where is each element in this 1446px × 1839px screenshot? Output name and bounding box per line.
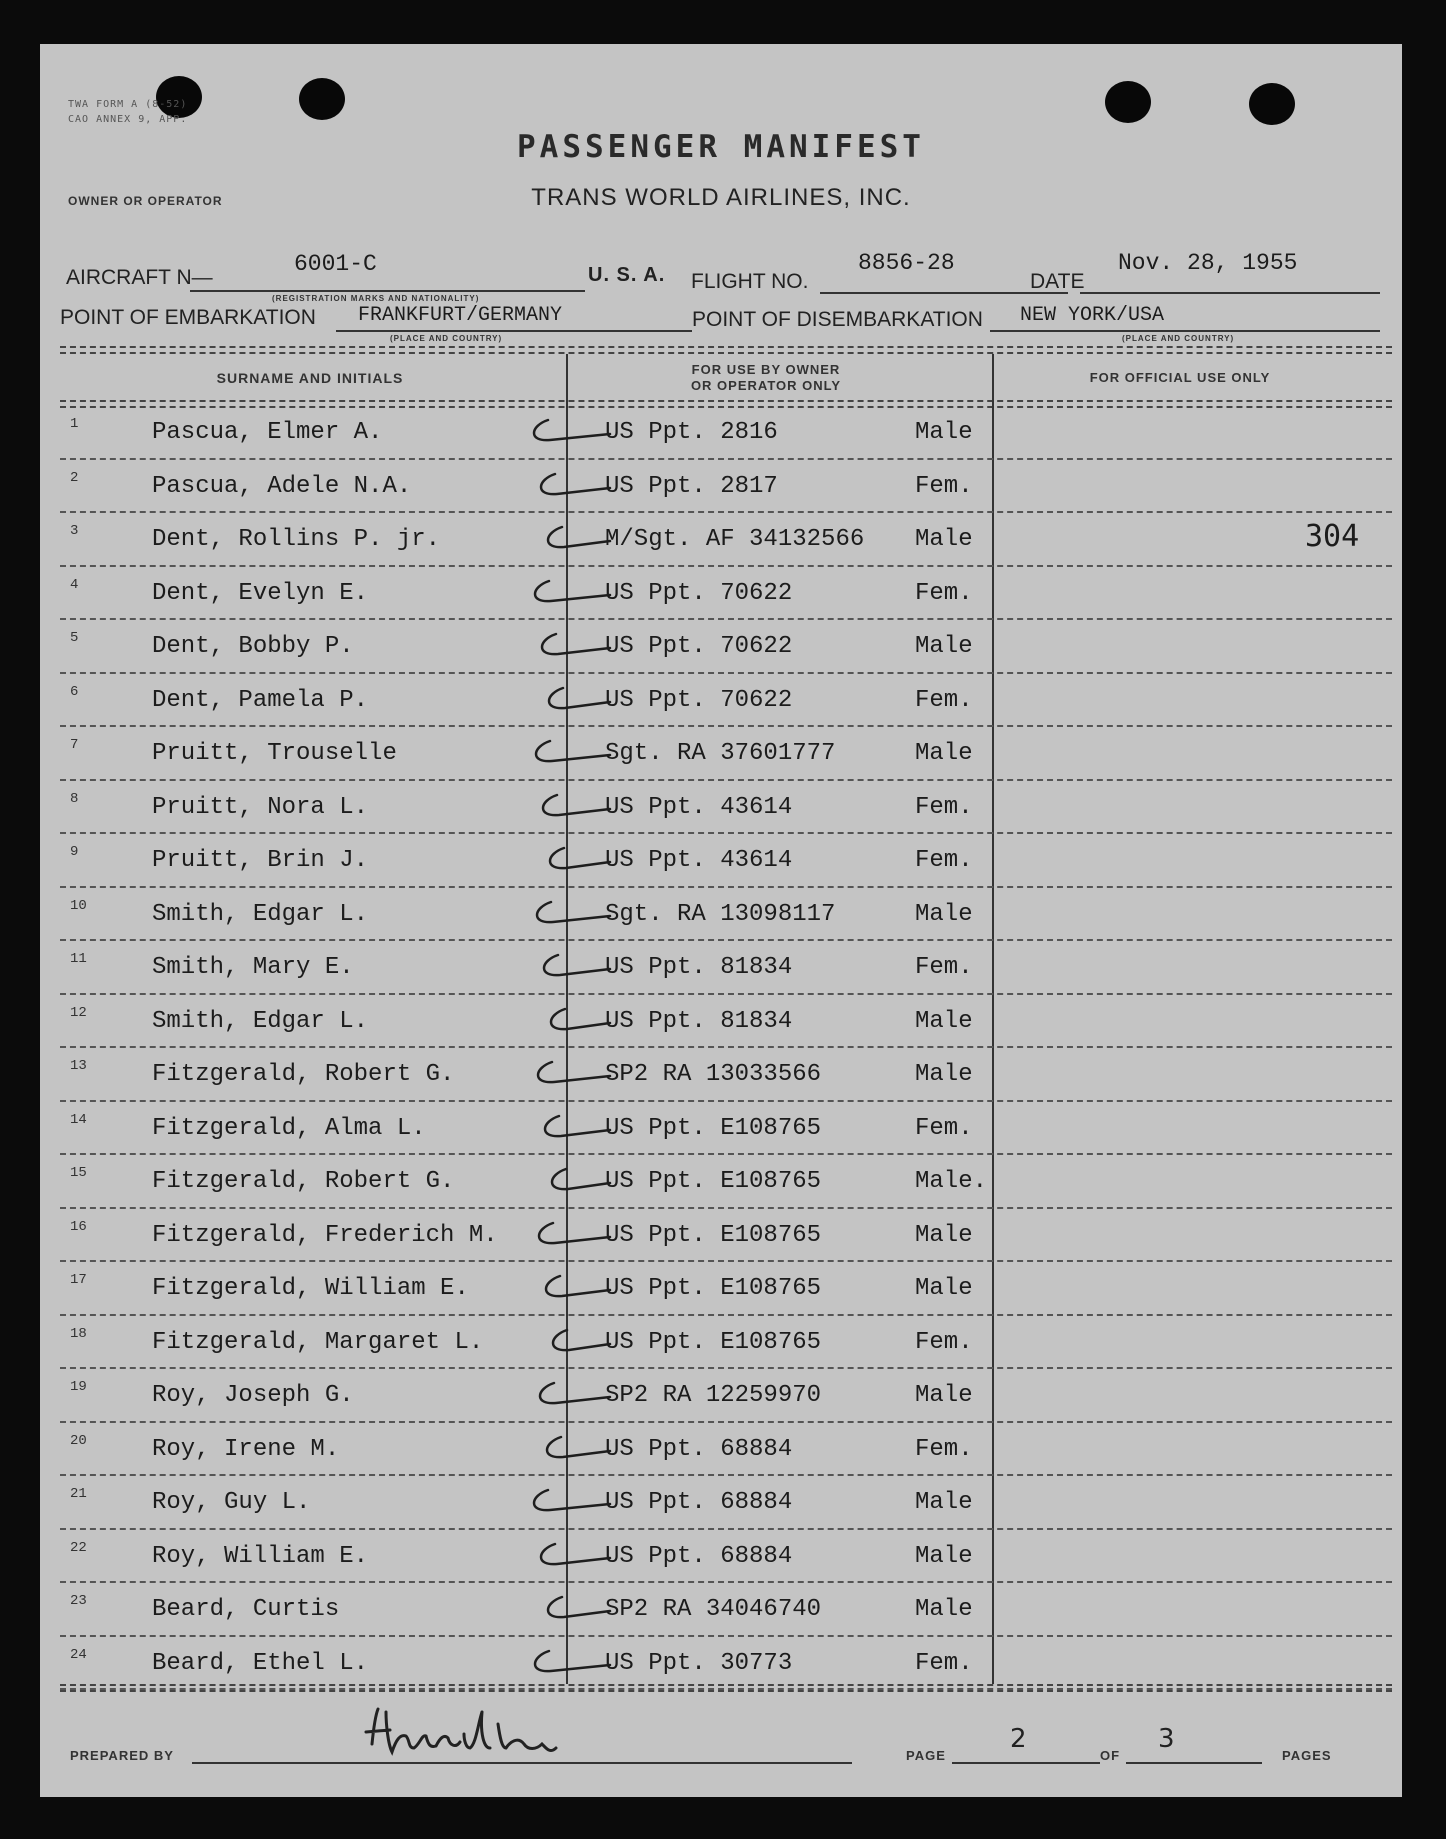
manifest-title: PASSENGER MANIFEST bbox=[517, 129, 925, 165]
row-number: 9 bbox=[70, 844, 79, 860]
owner-use-header-line1: FOR USE BY OWNER bbox=[691, 362, 841, 377]
table-row bbox=[60, 1530, 1392, 1584]
check-mark-icon bbox=[500, 1161, 640, 1201]
passenger-name: Dent, Pamela P. bbox=[152, 686, 369, 714]
passenger-document: Sgt. RA 13098117 bbox=[605, 900, 836, 928]
check-mark-icon bbox=[500, 626, 640, 666]
check-mark-icon bbox=[500, 1429, 640, 1469]
row-number: 19 bbox=[70, 1379, 87, 1395]
check-mark-icon bbox=[500, 947, 640, 987]
passenger-name: Roy, William E. bbox=[152, 1542, 369, 1570]
passenger-document: US Ppt. 81834 bbox=[605, 954, 793, 981]
check-mark-icon bbox=[500, 1215, 640, 1255]
surname-column-header: SURNAME AND INITIALS bbox=[216, 370, 404, 386]
check-mark-icon bbox=[500, 1536, 640, 1576]
flight-no-label: FLIGHT NO. bbox=[691, 270, 809, 293]
row-number: 21 bbox=[70, 1486, 87, 1502]
registration-note: (REGISTRATION MARKS AND NATIONALITY) bbox=[272, 294, 480, 303]
passenger-document: US Ppt. 68884 bbox=[605, 1489, 793, 1516]
check-mark-icon bbox=[500, 1001, 640, 1041]
disembarkation-value: NEW YORK/USA bbox=[1020, 304, 1165, 327]
form-reference-line1: TWA FORM A (8-52) bbox=[68, 99, 188, 110]
row-number: 11 bbox=[70, 951, 87, 967]
row-number: 23 bbox=[70, 1593, 87, 1609]
page-label: PAGE bbox=[906, 1748, 946, 1763]
flight-no-value: 8856-28 bbox=[858, 250, 955, 276]
passenger-name: Smith, Edgar L. bbox=[152, 1007, 369, 1035]
passenger-document: US Ppt. 70622 bbox=[605, 633, 793, 660]
passenger-name: Dent, Bobby P. bbox=[152, 633, 354, 660]
check-mark-icon bbox=[500, 573, 640, 613]
check-mark-icon bbox=[500, 412, 640, 452]
passenger-sex: Fem. bbox=[915, 1114, 973, 1142]
check-mark-icon bbox=[500, 733, 640, 773]
passenger-document: US Ppt. E108765 bbox=[605, 1275, 822, 1302]
table-row bbox=[60, 406, 1392, 460]
table-row bbox=[60, 727, 1392, 781]
table-row bbox=[60, 888, 1392, 942]
passenger-sex: Male bbox=[915, 1382, 973, 1409]
passenger-name: Beard, Curtis bbox=[152, 1596, 340, 1623]
passenger-name: Dent, Evelyn E. bbox=[152, 579, 369, 607]
passenger-document: US Ppt. 68884 bbox=[605, 1542, 793, 1570]
passenger-document: US Ppt. 70622 bbox=[605, 686, 793, 714]
passenger-document: US Ppt. 81834 bbox=[605, 1007, 793, 1035]
table-row bbox=[60, 674, 1392, 728]
passenger-sex: Fem. bbox=[915, 686, 973, 714]
passenger-document: US Ppt. E108765 bbox=[605, 1168, 822, 1195]
embarkation-place-note: (PLACE AND COUNTRY) bbox=[390, 334, 503, 343]
check-mark-icon bbox=[500, 1268, 640, 1308]
passenger-name: Beard, Ethel L. bbox=[152, 1649, 369, 1677]
passenger-name: Fitzgerald, Alma L. bbox=[152, 1114, 426, 1142]
row-number: 13 bbox=[70, 1058, 87, 1074]
official-use-entry: 304 bbox=[1305, 519, 1360, 554]
passenger-name: Pruitt, Brin J. bbox=[152, 847, 369, 874]
row-number: 7 bbox=[70, 737, 79, 753]
date-label: DATE bbox=[1030, 270, 1085, 293]
passenger-name: Fitzgerald, William E. bbox=[152, 1275, 469, 1302]
passenger-document: US Ppt. E108765 bbox=[605, 1221, 822, 1249]
passenger-sex: Male bbox=[915, 1275, 973, 1302]
table-top-rule bbox=[60, 346, 1392, 354]
passenger-name: Roy, Joseph G. bbox=[152, 1382, 354, 1409]
passenger-sex: Male bbox=[915, 1596, 973, 1623]
check-mark-icon bbox=[500, 680, 640, 720]
table-row bbox=[60, 567, 1392, 621]
passenger-name: Fitzgerald, Margaret L. bbox=[152, 1328, 484, 1356]
passenger-sex: Male. bbox=[915, 1168, 988, 1195]
table-row bbox=[60, 995, 1392, 1049]
pages-label: PAGES bbox=[1282, 1748, 1332, 1763]
page-underline bbox=[952, 1762, 1100, 1764]
passenger-name: Pascua, Elmer A. bbox=[152, 419, 383, 446]
passenger-sex: Fem. bbox=[915, 847, 973, 874]
passenger-name: Roy, Guy L. bbox=[152, 1489, 311, 1516]
check-mark-icon bbox=[500, 1643, 640, 1683]
passenger-sex: Male bbox=[915, 900, 973, 928]
check-mark-icon bbox=[500, 1482, 640, 1522]
passenger-name: Fitzgerald, Robert G. bbox=[152, 1168, 455, 1195]
aircraft-value: 6001-C bbox=[294, 251, 377, 277]
passenger-document: SP2 RA 12259970 bbox=[605, 1382, 822, 1409]
table-row bbox=[60, 1583, 1392, 1637]
passenger-document: M/Sgt. AF 34132566 bbox=[605, 526, 865, 553]
row-number: 20 bbox=[70, 1432, 87, 1449]
check-mark-icon bbox=[500, 1108, 640, 1148]
disembarkation-underline bbox=[990, 330, 1380, 332]
check-mark-icon bbox=[500, 1054, 640, 1094]
passenger-sex: Male bbox=[915, 1489, 973, 1516]
disembarkation-place-note: (PLACE AND COUNTRY) bbox=[1122, 334, 1235, 343]
embarkation-value: FRANKFURT/GERMANY bbox=[358, 304, 563, 327]
passenger-document: US Ppt. E108765 bbox=[605, 1328, 822, 1356]
prepared-by-label: PREPARED BY bbox=[70, 1748, 174, 1763]
punch-hole bbox=[299, 78, 345, 120]
passenger-sex: Male bbox=[915, 740, 973, 767]
passenger-name: Pruitt, Nora L. bbox=[152, 793, 369, 821]
passenger-document: US Ppt. 70622 bbox=[605, 579, 793, 607]
passenger-document: SP2 RA 13033566 bbox=[605, 1061, 822, 1088]
embarkation-label: POINT OF EMBARKATION bbox=[60, 306, 316, 329]
table-row bbox=[60, 1102, 1392, 1156]
passenger-sex: Fem. bbox=[915, 954, 973, 981]
passenger-sex: Male bbox=[915, 419, 973, 446]
form-reference-line2: CAO ANNEX 9, APP. bbox=[68, 114, 188, 125]
check-mark-icon bbox=[500, 466, 640, 506]
passenger-document: SP2 RA 34046740 bbox=[605, 1596, 822, 1623]
passenger-sex: Male bbox=[915, 1221, 973, 1249]
row-number: 18 bbox=[70, 1325, 87, 1342]
preparer-signature bbox=[360, 1704, 600, 1766]
row-number: 14 bbox=[70, 1111, 87, 1128]
punch-hole bbox=[156, 76, 202, 118]
row-number: 1 bbox=[70, 416, 79, 432]
table-row bbox=[60, 1048, 1392, 1102]
table-row bbox=[60, 1476, 1392, 1530]
page-number: 2 bbox=[1010, 1724, 1027, 1754]
total-pages: 3 bbox=[1158, 1724, 1175, 1754]
passenger-document: US Ppt. 68884 bbox=[605, 1435, 793, 1463]
table-row bbox=[60, 1262, 1392, 1316]
passenger-name: Pruitt, Trouselle bbox=[152, 740, 397, 767]
passenger-document: US Ppt. 2816 bbox=[605, 419, 778, 446]
passenger-sex: Fem. bbox=[915, 1649, 973, 1677]
row-number: 4 bbox=[70, 576, 79, 593]
passenger-sex: Fem. bbox=[915, 1328, 973, 1356]
table-row bbox=[60, 1209, 1392, 1263]
row-number: 8 bbox=[70, 790, 79, 807]
passenger-sex: Male bbox=[915, 526, 973, 553]
passenger-document: Sgt. RA 37601777 bbox=[605, 740, 836, 767]
check-mark-icon bbox=[500, 519, 640, 559]
table-row bbox=[60, 781, 1392, 835]
passenger-name: Pascua, Adele N.A. bbox=[152, 472, 412, 500]
passenger-document: US Ppt. 30773 bbox=[605, 1649, 793, 1677]
embarkation-underline bbox=[336, 330, 692, 332]
row-number: 17 bbox=[70, 1272, 87, 1288]
check-mark-icon bbox=[500, 1589, 640, 1629]
passenger-name: Fitzgerald, Frederich M. bbox=[152, 1221, 498, 1249]
passenger-sex: Fem. bbox=[915, 472, 973, 500]
passenger-document: US Ppt. 43614 bbox=[605, 847, 793, 874]
check-mark-icon bbox=[500, 840, 640, 880]
row-number: 24 bbox=[70, 1646, 87, 1663]
passenger-name: Fitzgerald, Robert G. bbox=[152, 1061, 455, 1088]
row-number: 6 bbox=[70, 683, 79, 700]
aircraft-underline bbox=[190, 290, 585, 292]
table-row bbox=[60, 1369, 1392, 1423]
passenger-sex: Male bbox=[915, 633, 973, 660]
passenger-sex: Male bbox=[915, 1542, 973, 1570]
row-number: 16 bbox=[70, 1218, 87, 1235]
passenger-name: Roy, Irene M. bbox=[152, 1435, 340, 1463]
table-row bbox=[60, 460, 1392, 514]
official-use-header: FOR OFFICIAL USE ONLY bbox=[1089, 370, 1271, 385]
row-number: 5 bbox=[70, 630, 79, 646]
check-mark-icon bbox=[500, 894, 640, 934]
table-bottom-rule bbox=[60, 1684, 1392, 1692]
passenger-sex: Fem. bbox=[915, 579, 973, 607]
passenger-name: Smith, Edgar L. bbox=[152, 900, 369, 928]
row-number: 22 bbox=[70, 1539, 87, 1556]
check-mark-icon bbox=[500, 1322, 640, 1362]
passenger-document: US Ppt. E108765 bbox=[605, 1114, 822, 1142]
passenger-sex: Fem. bbox=[915, 793, 973, 821]
table-row bbox=[60, 1155, 1392, 1209]
table-row bbox=[60, 513, 1392, 567]
row-number: 2 bbox=[70, 469, 79, 486]
table-row bbox=[60, 620, 1392, 674]
passenger-name: Smith, Mary E. bbox=[152, 954, 354, 981]
punch-hole bbox=[1105, 81, 1151, 123]
manifest-sheet bbox=[40, 44, 1402, 1797]
aircraft-label: AIRCRAFT N— bbox=[66, 266, 213, 289]
passenger-document: US Ppt. 43614 bbox=[605, 793, 793, 821]
table-row bbox=[60, 834, 1392, 888]
row-number: 3 bbox=[70, 523, 79, 539]
row-number: 12 bbox=[70, 1004, 87, 1021]
date-underline bbox=[1080, 292, 1380, 294]
owner-operator-label: OWNER OR OPERATOR bbox=[68, 194, 223, 208]
of-underline bbox=[1126, 1762, 1262, 1764]
passenger-sex: Male bbox=[915, 1061, 973, 1088]
table-row bbox=[60, 941, 1392, 995]
of-label: OF bbox=[1100, 1748, 1121, 1763]
owner-use-header-line2: OR OPERATOR ONLY bbox=[690, 378, 842, 393]
passenger-name: Dent, Rollins P. jr. bbox=[152, 526, 441, 553]
airline-name: TRANS WORLD AIRLINES, INC. bbox=[531, 184, 911, 211]
passenger-sex: Fem. bbox=[915, 1435, 973, 1463]
table-row bbox=[60, 1637, 1392, 1691]
table-row bbox=[60, 1316, 1392, 1370]
passenger-document: US Ppt. 2817 bbox=[605, 472, 778, 500]
check-mark-icon bbox=[500, 787, 640, 827]
date-value: Nov. 28, 1955 bbox=[1118, 250, 1298, 276]
punch-hole bbox=[1249, 83, 1295, 125]
passenger-sex: Male bbox=[915, 1007, 973, 1035]
usa-label: U. S. A. bbox=[588, 264, 666, 286]
row-number: 10 bbox=[70, 897, 87, 914]
check-mark-icon bbox=[500, 1375, 640, 1415]
table-row bbox=[60, 1423, 1392, 1477]
disembarkation-label: POINT OF DISEMBARKATION bbox=[692, 308, 983, 331]
row-number: 15 bbox=[70, 1165, 87, 1181]
